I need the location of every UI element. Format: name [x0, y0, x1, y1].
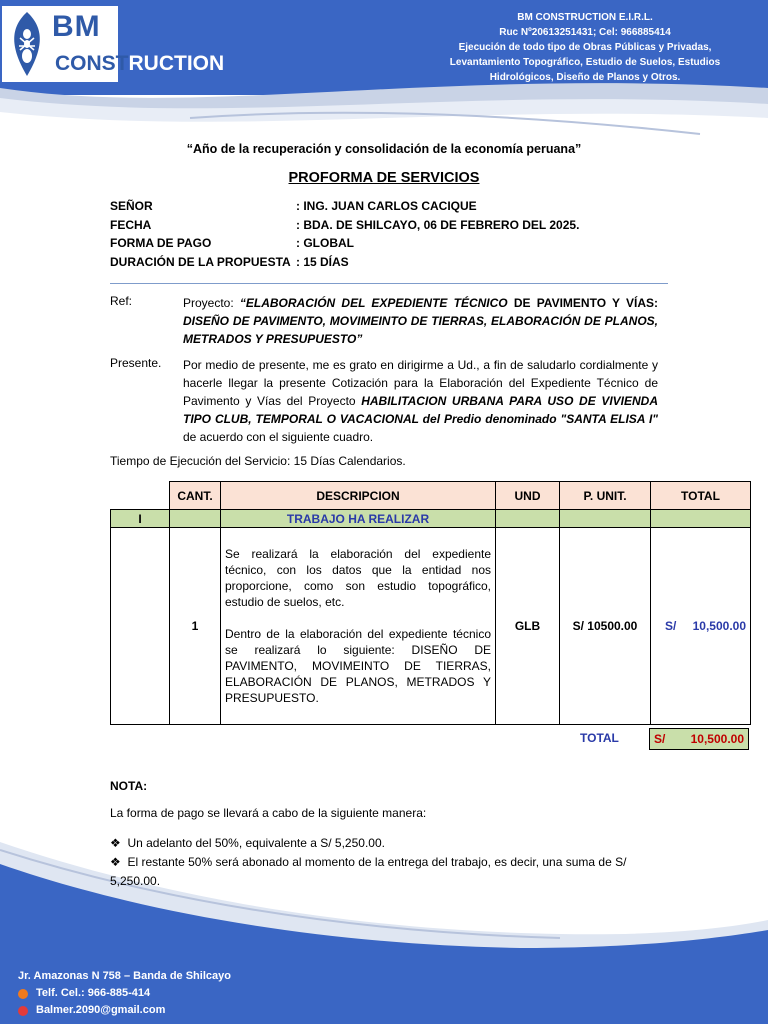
- col-header: UND: [496, 482, 560, 510]
- company-info: [400, 10, 768, 85]
- footer-contact: [18, 968, 231, 1019]
- field-row: [110, 236, 579, 255]
- field-value: : ING. JUAN CARLOS CACIQUE: [296, 199, 477, 213]
- ant-logo-icon: [2, 6, 52, 82]
- grand-total-label: TOTAL: [580, 731, 619, 745]
- presente-text: Por medio de presente, me es grato en dirigirme a Ud., a fin de saludarlo cordialmente y hacerle llegar la presente Cotización para la Elaboración del Expediente Técnico de Pavimento y Vías del Proyecto HABILITACION URBANA PARA USO DE VIVIENDA TIPO CLUB, TEMPORAL O VACACIONAL del Predio denominado "SANTA ELISA I" de acuerdo con el siguiente cuadro.: [183, 358, 658, 444]
- group-empty: [651, 510, 751, 528]
- presente-label: Presente.: [110, 356, 162, 370]
- ref-text: Proyecto: “ELABORACIÓN DEL EXPEDIENTE TÉCNICO DE PAVIMENTO Y VÍAS: DISEÑO DE PAVIMENTO, MOVIMEINTO DE TIERRAS, ELABORACIÓN DE PLANOS, METRADOS Y PRESUPUESTO”: [183, 296, 658, 346]
- field-label: FORMA DE PAGO: [110, 236, 212, 250]
- quote-table: [110, 481, 751, 725]
- page-title: PROFORMA DE SERVICIOS: [288, 170, 480, 186]
- table-group-row: [111, 510, 751, 528]
- col-header: TOTAL: [651, 482, 751, 510]
- footer-email[interactable]: Balmer.2090@gmail.com: [36, 1004, 166, 1016]
- list-item: ❖ El restante 50% será abonado al momento de la entrega del trabajo, es decir, una suma de S/ 5,250.00.: [110, 855, 627, 888]
- row-description: Se realizará la elaboración del expediente técnico, con los datos que la entidad nos proporcione, como son estudio topográfico, estudio de suelos, etc. Dentro de la elaboración del expediente técnico se realizará lo siguiente: DISEÑO DE PAVIMENTO, MOVIMEINTO DE TIERRAS, ELABORACIÓN DE PLANOS, METRADOS Y PRESUPUESTO.: [221, 528, 496, 725]
- payment-intro: La forma de pago se llevará a cabo de la siguiente manera:: [110, 806, 427, 820]
- group-empty: [170, 510, 221, 528]
- col-header: P. UNIT.: [560, 482, 651, 510]
- diamond-bullet-icon: ❖: [110, 836, 121, 850]
- ref-label: Ref:: [110, 294, 133, 308]
- nota-label: NOTA:: [110, 779, 148, 793]
- field-label: SEÑOR: [110, 199, 153, 213]
- row-unit-price: S/ 10500.00: [560, 528, 651, 725]
- row-blank: [111, 528, 170, 725]
- col-header: DESCRIPCION: [221, 482, 496, 510]
- logo-bm: BM: [52, 10, 101, 43]
- group-number: I: [111, 510, 170, 528]
- execution-time: Tiempo de Ejecución del Servicio: 15 Días Calendarios.: [110, 454, 406, 468]
- company-line: Ruc Nº20613251431; Cel: 966885414: [499, 27, 671, 38]
- field-row: [110, 218, 579, 237]
- table-header-row: [111, 482, 751, 510]
- field-label: DURACIÓN DE LA PROPUESTA: [110, 254, 291, 269]
- company-line: Hidrológicos, Diseño de Planos y Otros.: [489, 72, 681, 83]
- table-row: [111, 528, 751, 725]
- field-value: : BDA. DE SHILCAYO, 06 DE FEBRERO DEL 2025.: [296, 217, 580, 232]
- field-value: : GLOBAL: [296, 236, 354, 250]
- phone-icon: [18, 989, 28, 999]
- field-row: [110, 255, 579, 274]
- row-cant: 1: [170, 528, 221, 725]
- footer-phone: Telf. Cel.: 966-885-414: [36, 987, 151, 999]
- group-empty: [560, 510, 651, 528]
- row-und: GLB: [496, 528, 560, 725]
- list-item: ❖ Un adelanto del 50%, equivalente a S/ 5,250.00.: [110, 836, 385, 850]
- company-line: BM CONSTRUCTION E.I.R.L.: [517, 12, 653, 23]
- field-row: [110, 199, 579, 218]
- slogan: “Año de la recuperación y consolidación de la economía peruana”: [186, 142, 582, 156]
- logo-construction: CONSTRUCTION: [55, 52, 225, 75]
- footer-address: Jr. Amazonas N 758 – Banda de Shilcayo: [18, 970, 231, 982]
- company-line: Levantamiento Topográfico, Estudio de Suelos, Estudios: [449, 57, 721, 68]
- row-total: S/ 10,500.00: [651, 528, 751, 725]
- header-fields: [110, 199, 579, 273]
- grand-total-value: S/ 10,500.00: [649, 728, 749, 750]
- col-header: CANT.: [170, 482, 221, 510]
- payment-list: [110, 834, 670, 891]
- field-value: : 15 DÍAS: [296, 254, 349, 269]
- diamond-bullet-icon: ❖: [110, 855, 121, 869]
- header-blank: [111, 482, 170, 510]
- divider: [110, 283, 668, 284]
- group-empty: [496, 510, 560, 528]
- field-label: FECHA: [110, 217, 152, 232]
- company-line: Ejecución de todo tipo de Obras Públicas y Privadas,: [458, 42, 712, 53]
- mail-icon: [18, 1006, 28, 1016]
- group-label: TRABAJO HA REALIZAR: [221, 510, 496, 528]
